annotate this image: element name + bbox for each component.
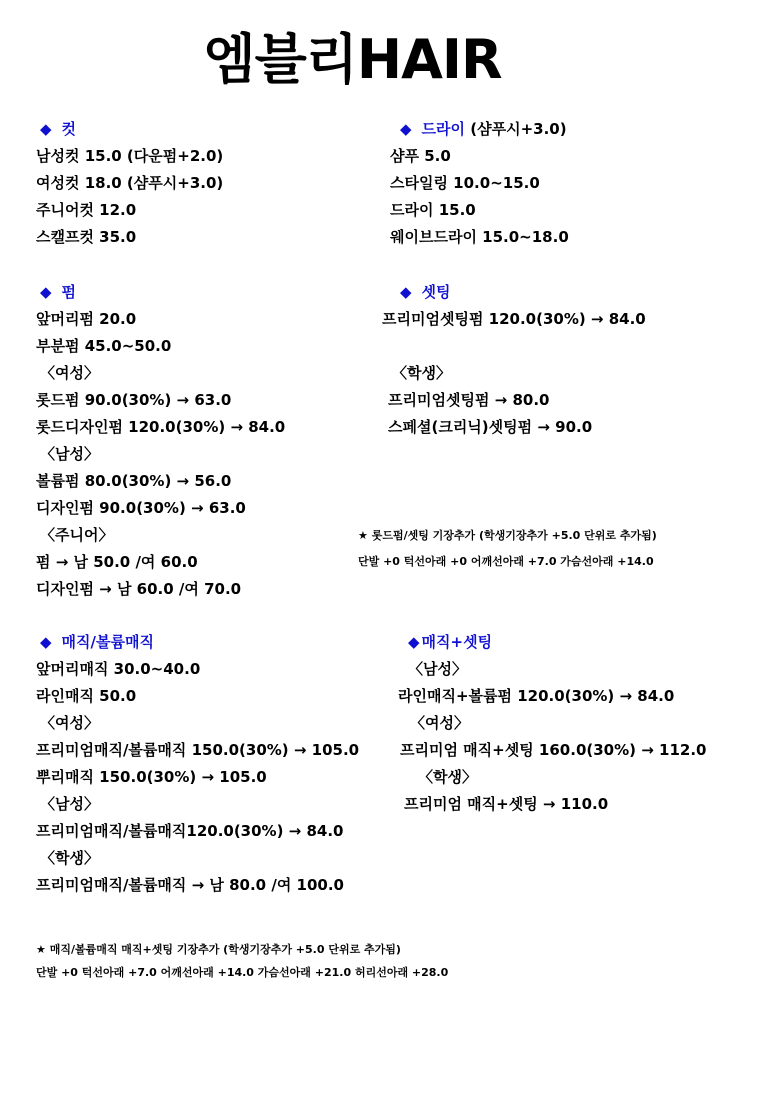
list-item: 〈여성〉: [40, 364, 99, 382]
list-item: 롯드디자인펌 120.0(30%) → 84.0: [36, 418, 286, 436]
list-item: 웨이브드라이 15.0~18.0: [390, 228, 569, 246]
diamond-icon: ◆: [400, 283, 412, 301]
list-item: 스타일링 10.0~15.0: [390, 174, 540, 192]
list-item: 라인매직 50.0: [36, 687, 137, 705]
list-item: 〈학생〉: [40, 849, 99, 867]
list-item: 남성컷 15.0 (다운펌+2.0): [36, 147, 224, 165]
setting-note: ★ 롯드펌/셋팅 기장추가 (학생기장추가 +5.0 단위로 추가됨): [358, 529, 657, 542]
dry-heading-note: (샴푸시+3.0): [470, 120, 567, 138]
list-item: 볼륨펌 80.0(30%) → 56.0: [36, 472, 232, 490]
list-item: 롯드펌 90.0(30%) → 63.0: [36, 391, 232, 409]
list-item: 주니어컷 12.0: [36, 201, 137, 219]
section-heading-dry: ◆ 드라이 (샴푸시+3.0): [400, 120, 567, 138]
list-item: 〈학생〉: [418, 768, 477, 786]
section-heading-perm: ◆ 펌: [40, 283, 77, 301]
list-item: 펌 → 남 50.0 /여 60.0: [36, 553, 198, 571]
list-item: 〈남성〉: [40, 795, 99, 813]
list-item: 앞머리매직 30.0~40.0: [36, 660, 201, 678]
list-item: 여성컷 18.0 (샴푸시+3.0): [36, 174, 224, 192]
list-item: 프리미엄셋팅펌 → 80.0: [388, 391, 550, 409]
section-heading-magic: ◆ 매직/볼륨매직: [40, 633, 154, 651]
list-item: 〈여성〉: [410, 714, 469, 732]
bottom-note: ★ 매직/볼륨매직 매직+셋팅 기장추가 (학생기장추가 +5.0 단위로 추가됨): [36, 943, 401, 956]
section-heading-cut: ◆ 컷: [40, 120, 77, 138]
bottom-note: 단발 +0 턱선아래 +7.0 어깨선아래 +14.0 가슴선아래 +21.0 허리선아래 +28.0: [36, 966, 449, 979]
section-heading-magic-setting: ◆ 매직+셋팅: [408, 633, 493, 651]
list-item: 프리미엄매직/볼륨매직 150.0(30%) → 105.0: [36, 741, 360, 759]
list-item: 프리미엄 매직+셋팅 → 110.0: [404, 795, 609, 813]
page-title: 엠블리HAIR: [203, 28, 502, 91]
diamond-icon: ◆: [40, 120, 52, 138]
list-item: 〈학생〉: [392, 364, 451, 382]
diamond-icon: ◆: [40, 633, 52, 651]
list-item: 샴푸 5.0: [390, 147, 451, 165]
list-item: 드라이 15.0: [390, 201, 476, 219]
list-item: 라인매직+볼륨펌 120.0(30%) → 84.0: [398, 687, 675, 705]
list-item: 뿌리매직 150.0(30%) → 105.0: [36, 768, 267, 786]
list-item: 스캘프컷 35.0: [36, 228, 137, 246]
diamond-icon: ◆: [40, 283, 52, 301]
list-item: 앞머리펌 20.0: [36, 310, 137, 328]
list-item: 프리미엄매직/볼륨매직 → 남 80.0 /여 100.0: [36, 876, 344, 894]
list-item: 〈주니어〉: [40, 526, 114, 544]
list-item: 〈남성〉: [408, 660, 467, 678]
list-item: 디자인펌 → 남 60.0 /여 70.0: [36, 580, 242, 598]
list-item: 스페셜(크리닉)셋팅펌 → 90.0: [388, 418, 593, 436]
list-item: 부분펌 45.0~50.0: [36, 337, 172, 355]
list-item: 프리미엄 매직+셋팅 160.0(30%) → 112.0: [400, 741, 707, 759]
diamond-icon: ◆: [408, 633, 420, 651]
list-item: 프리미엄셋팅펌 120.0(30%) → 84.0: [382, 310, 646, 328]
list-item: 〈여성〉: [40, 714, 99, 732]
list-item: 〈남성〉: [40, 445, 99, 463]
list-item: 프리미엄매직/볼륨매직120.0(30%) → 84.0: [36, 822, 344, 840]
section-heading-setting: ◆ 셋팅: [400, 283, 451, 301]
diamond-icon: ◆: [400, 120, 412, 138]
list-item: 디자인펌 90.0(30%) → 63.0: [36, 499, 246, 517]
setting-note: 단발 +0 턱선아래 +0 어깨선아래 +7.0 가슴선아래 +14.0: [358, 555, 654, 568]
